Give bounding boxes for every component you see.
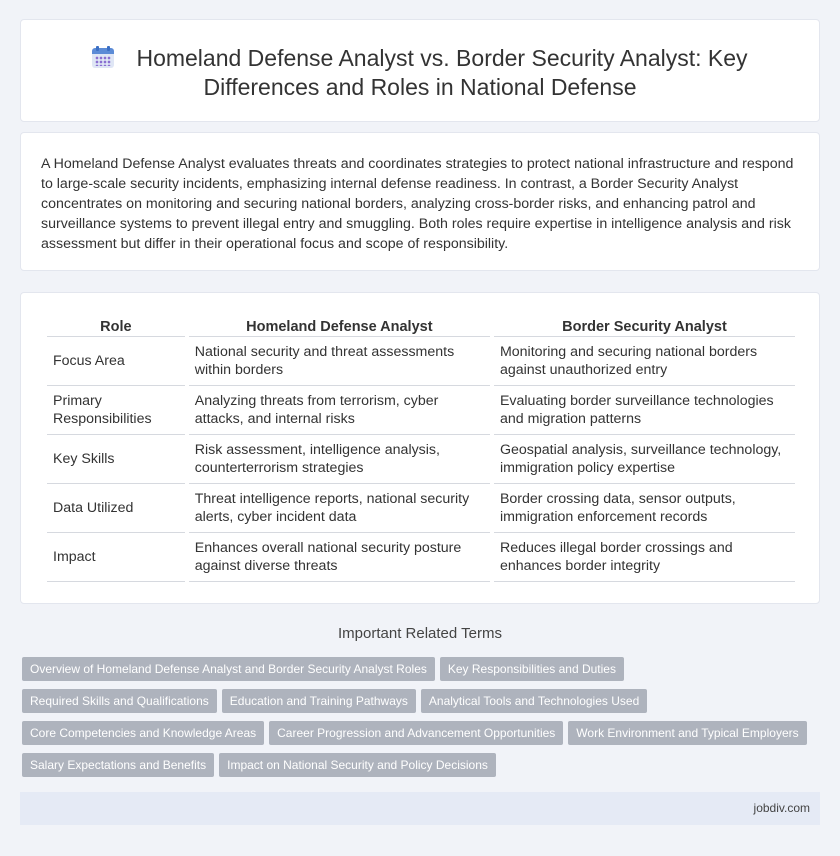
tag-row: [22, 689, 822, 721]
table-row: [47, 386, 795, 435]
tag-row: [22, 721, 822, 753]
related-term-tag[interactable]: Career Progression and Advancement Opportunities: [269, 721, 563, 745]
calendar-icon: [92, 46, 114, 68]
table-cell: National security and threat assessments within borders: [189, 337, 490, 386]
tag-row: [22, 657, 822, 689]
table-cell: Analyzing threats from terrorism, cyber attacks, and internal risks: [189, 386, 490, 435]
table-cell: Risk assessment, intelligence analysis, counterterrorism strategies: [189, 435, 490, 484]
related-term-tag[interactable]: Work Environment and Typical Employers: [568, 721, 806, 745]
table-cell: Focus Area: [47, 337, 185, 386]
table-row: [47, 435, 795, 484]
table-cell: Geospatial analysis, surveillance technology, immigration policy expertise: [494, 435, 795, 484]
comparison-table-card: [20, 292, 820, 604]
related-term-tag[interactable]: Analytical Tools and Technologies Used: [421, 689, 647, 713]
table-cell: Border crossing data, sensor outputs, immigration enforcement records: [494, 484, 795, 533]
table-cell: Monitoring and securing national borders against unauthorized entry: [494, 337, 795, 386]
table-cell: Primary Responsibilities: [47, 386, 185, 435]
table-cell: Data Utilized: [47, 484, 185, 533]
comparison-table: [43, 315, 799, 582]
title-line-1: Homeland Defense Analyst vs. Border Security Analyst: Key: [136, 45, 748, 71]
column-header: Border Security Analyst: [494, 315, 795, 337]
table-cell: Reduces illegal border crossings and enhances border integrity: [494, 533, 795, 582]
tag-row: [22, 753, 822, 785]
column-header: Role: [47, 315, 185, 337]
table-cell: Key Skills: [47, 435, 185, 484]
title-card: [20, 19, 820, 122]
related-terms-list: [22, 657, 822, 785]
table-cell: Enhances overall national security posture against diverse threats: [189, 533, 490, 582]
column-header: Homeland Defense Analyst: [189, 315, 490, 337]
site-link[interactable]: jobdiv.com: [753, 801, 810, 815]
table-row: [47, 484, 795, 533]
related-term-tag[interactable]: Education and Training Pathways: [222, 689, 416, 713]
related-term-tag[interactable]: Salary Expectations and Benefits: [22, 753, 214, 777]
table-row: [47, 337, 795, 386]
page-title: [21, 44, 819, 102]
title-line-2: Differences and Roles in National Defense: [203, 74, 637, 100]
summary-text: A Homeland Defense Analyst evaluates threats and coordinates strategies to protect national infrastructure and respond to large-scale security incidents, emphasizing internal defense readiness. In contrast, a Border Security Analyst concentrates on monitoring and securing national borders, analyzing cross-border risks, and enhancing patrol and surveillance systems to prevent illegal entry and smuggling. Both roles require expertise in intelligence analysis and risk assessment but differ in their operational focus and scope of responsibility.: [41, 156, 794, 252]
summary-card: [20, 132, 820, 271]
table-cell: Threat intelligence reports, national security alerts, cyber incident data: [189, 484, 490, 533]
table-cell: Evaluating border surveillance technologies and migration patterns: [494, 386, 795, 435]
related-term-tag[interactable]: Overview of Homeland Defense Analyst and Border Security Analyst Roles: [22, 657, 435, 681]
table-cell: Impact: [47, 533, 185, 582]
table-row: [47, 533, 795, 582]
related-term-tag[interactable]: Key Responsibilities and Duties: [440, 657, 624, 681]
related-term-tag[interactable]: Impact on National Security and Policy Decisions: [219, 753, 496, 777]
related-terms-heading: Important Related Terms: [338, 625, 502, 642]
related-term-tag[interactable]: Core Competencies and Knowledge Areas: [22, 721, 264, 745]
footer: [20, 792, 820, 825]
related-term-tag[interactable]: Required Skills and Qualifications: [22, 689, 217, 713]
table-header-row: [47, 315, 795, 337]
